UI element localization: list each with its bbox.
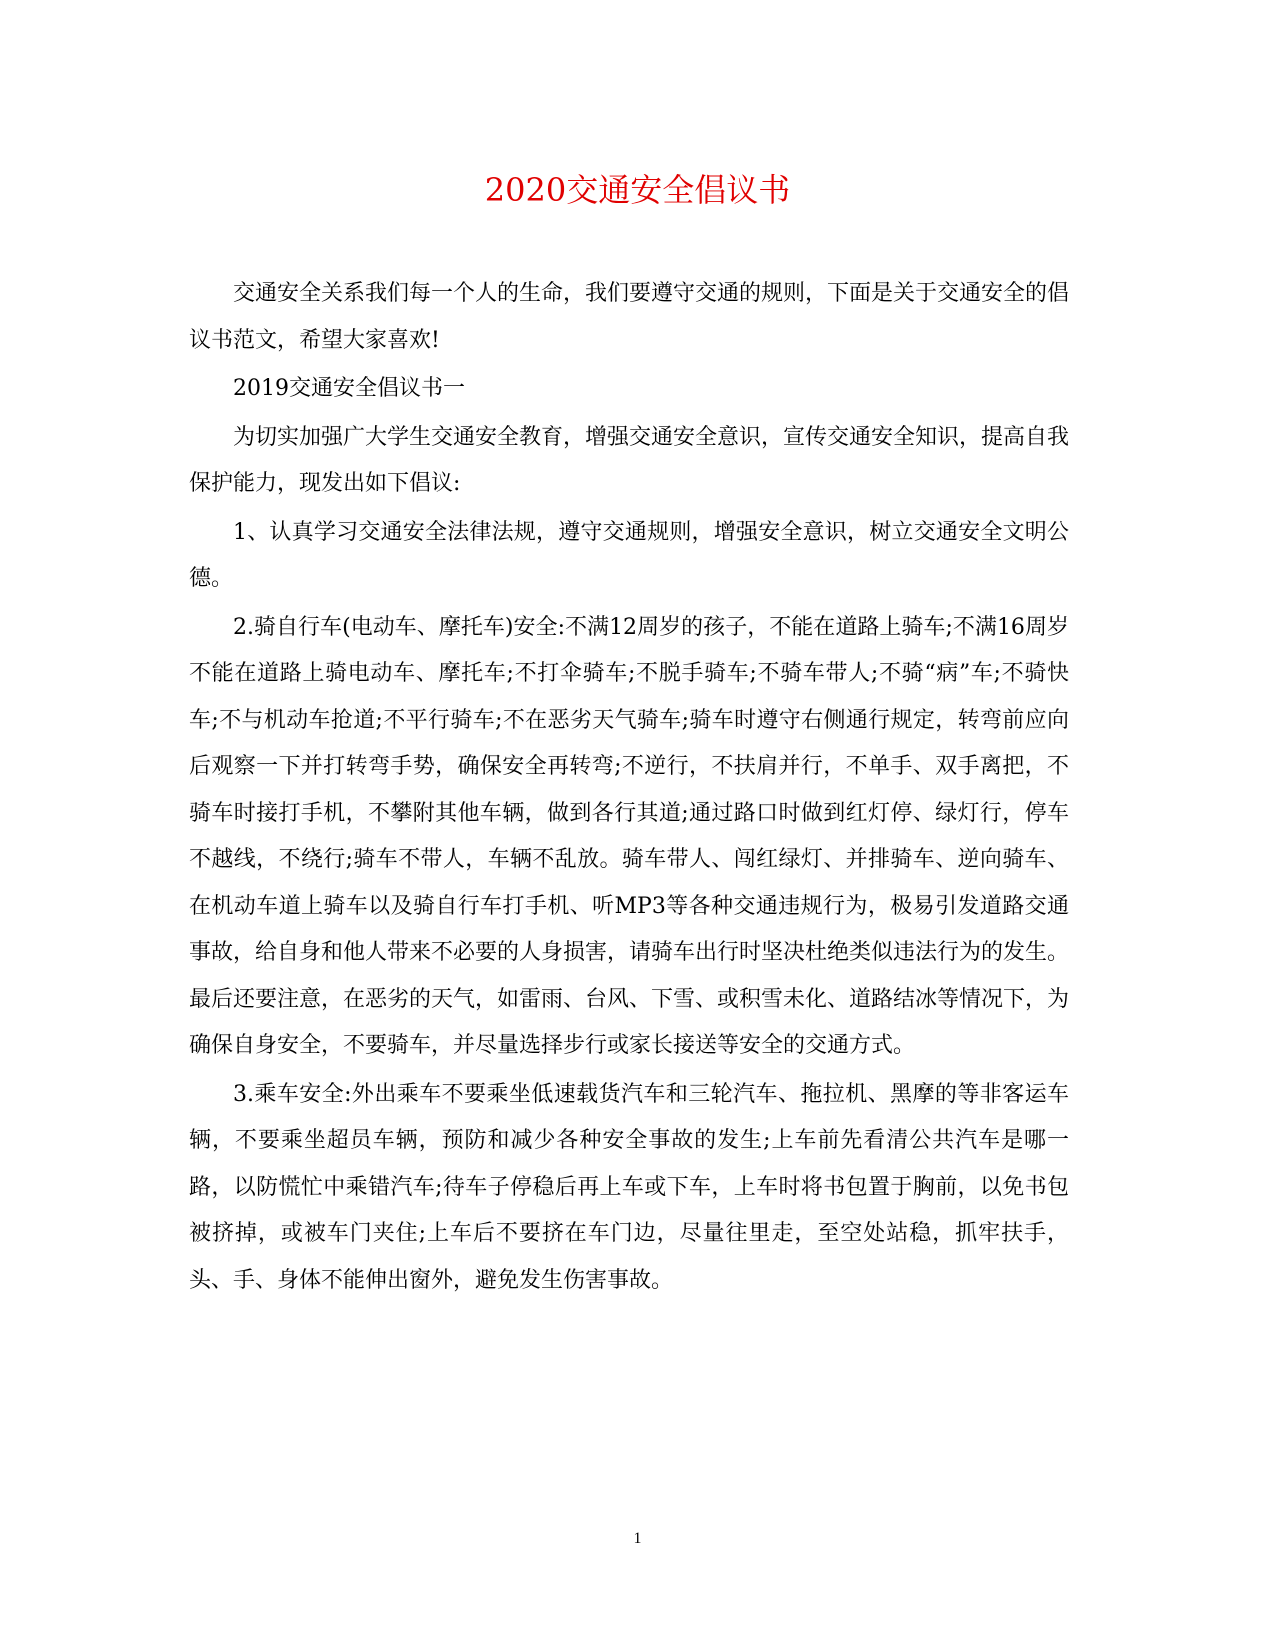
item-2-paragraph: 2.骑自行车(电动车、摩托车)安全:不满12周岁的孩子，不能在道路上骑车;不满16周岁不能在道路上骑电动车、摩托车;不打伞骑车;不脱手骑车;不骑车带人;不骑“病”车;不骑快车;不与机动车抢道;不平行骑车;不在恶劣天气骑车;骑车时遵守右侧通行规定，转弯前应向后观察一下并打转弯手势，确保安全再转弯;不逆行，不扶肩并行，不单手、双手离把，不骑车时接打手机，不攀附其他车辆，做到各行其道;通过路口时做到红灯停、绿灯行，停车不越线，不绕行;骑车不带人，车辆不乱放。骑车带人、闯红绿灯、并排骑车、逆向骑车、在机动车道上骑车以及骑自行车打手机、听MP3等各种交通违规行为，极易引发道路交通事故，给自身和他人带来不必要的人身损害，请骑车出行时坚决杜绝类似违法行为的发生。最后还要注意，在恶劣的天气，如雷雨、台风、下雪、或积雪未化、道路结冰等情况下，为确保自身安全，不要骑车，并尽量选择步行或家长接送等安全的交通方式。 xyxy=(189,614,1070,1058)
page-number: 1 xyxy=(633,1530,642,1547)
section-heading: 2019交通安全倡议书一 xyxy=(233,376,465,401)
item-3-paragraph: 3.乘车安全:外出乘车不要乘坐低速载货汽车和三轮汽车、拖拉机、黑摩的等非客运车辆，不要乘坐超员车辆，预防和减少各种安全事故的发生;上车前先看清公共汽车是哪一路，以防慌忙中乘错汽车;待车子停稳后再上车或下车，上车时将书包置于胸前，以免书包被挤掉，或被车门夹住;上车后不要挤在车门边，尽量往里走，至空处站稳，抓牢扶手，头、手、身体不能伸出窗外，避免发生伤害事故。 xyxy=(189,1081,1069,1293)
document-body xyxy=(189,271,1069,1306)
item-1-paragraph: 1、认真学习交通安全法律法规，遵守交通规则，增强安全意识，树立交通安全文明公德。 xyxy=(189,519,1069,591)
document-title: 2020交通安全倡议书 xyxy=(484,171,791,209)
intro-paragraph: 交通安全关系我们每一个人的生命，我们要遵守交通的规则，下面是关于交通安全的倡议书范文，希望大家喜欢! xyxy=(189,281,1070,353)
proposal-paragraph: 为切实加强广大学生交通安全教育，增强交通安全意识，宣传交通安全知识，提高自我保护能力，现发出如下倡议: xyxy=(189,424,1070,496)
